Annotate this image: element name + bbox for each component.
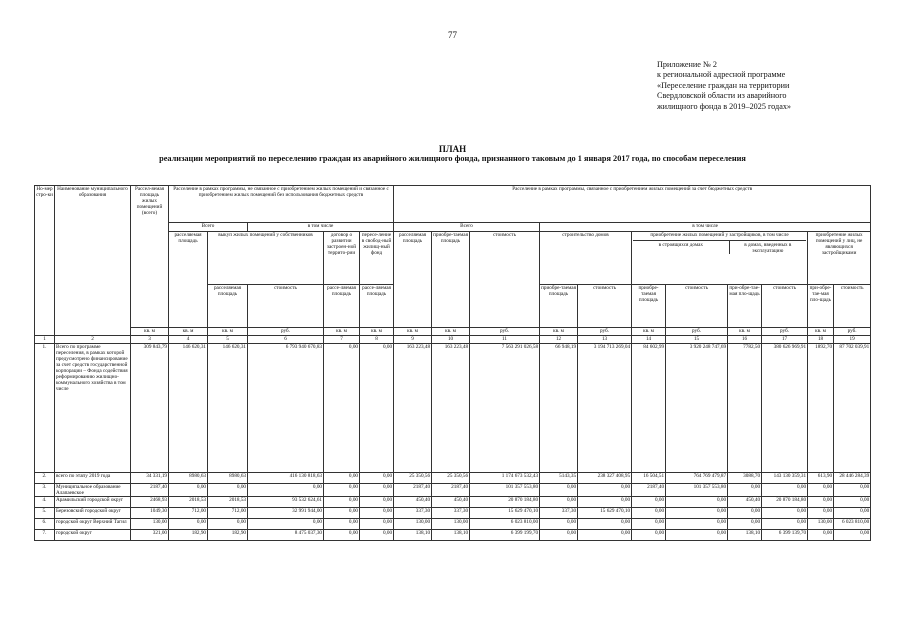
value-cell: 138,10 — [432, 530, 470, 541]
unit-cell: кв. м — [131, 328, 169, 336]
value-cell: 0,00 — [632, 508, 666, 519]
municipality-cell: городской округ Верхний Тагил — [55, 519, 131, 530]
appendix-line: Приложение № 2 — [657, 60, 717, 69]
header-b-under-construction: в строящихся домах — [633, 241, 730, 254]
value-cell: 0,00 — [808, 508, 834, 519]
value-cell: 0,00 — [834, 484, 871, 497]
column-number: 11 — [470, 336, 540, 344]
row-number-cell: 7. — [35, 530, 55, 541]
header-b-acquisition-non-developers: приобретение жилых помещений у лиц, не являющихся застройщиками — [808, 232, 871, 285]
value-cell: 450,40 — [432, 497, 470, 508]
value-cell: 6 399 199,70 — [470, 530, 540, 541]
value-cell: 6 023 810,00 — [834, 519, 871, 530]
value-cell: 0,00 — [578, 484, 632, 497]
unit-cell: руб. — [666, 328, 728, 336]
value-cell: 712,00 — [169, 508, 208, 519]
value-cell: 380 626 969,91 — [762, 344, 808, 473]
table-row — [35, 508, 871, 519]
appendix-line: Свердловской области из аварийного — [657, 91, 787, 101]
value-cell: 0,00 — [808, 497, 834, 508]
plan-table — [34, 185, 871, 541]
value-cell: 2018,53 — [169, 497, 208, 508]
column-number: 15 — [666, 336, 728, 344]
header-a-buyout: выкуп жилых помещений у собственников — [208, 232, 324, 285]
value-cell: 450,40 — [728, 497, 762, 508]
value-cell: 0,00 — [540, 484, 578, 497]
header-group-budget: Расселение в рамках программы, связанное с приобретением жилых помещений за счет бюджетных средств — [394, 186, 871, 223]
table-row — [35, 497, 871, 508]
municipality-cell: Муниципальное образование Алапаевское — [55, 484, 131, 497]
header-b-commissioned: в домах, введенных в эксплуатацию — [744, 242, 792, 254]
value-cell: 0,00 — [540, 497, 578, 508]
appendix-line: к региональной адресной программе — [657, 70, 786, 80]
unit-cell: руб. — [762, 328, 808, 336]
value-cell: 130,00 — [432, 519, 470, 530]
value-cell: 450,40 — [394, 497, 432, 508]
unit-cell: кв. м — [432, 328, 470, 336]
value-cell: 8980,63 — [208, 473, 248, 484]
table-row — [35, 519, 871, 530]
value-cell: 613,90 — [808, 473, 834, 484]
column-number: 13 — [578, 336, 632, 344]
value-cell: 0,00 — [728, 508, 762, 519]
value-cell: 101 357 553,80 — [470, 484, 540, 497]
value-cell: 130,00 — [808, 519, 834, 530]
value-cell: 0,00 — [834, 530, 871, 541]
value-cell: 1 174 673 532,43 — [470, 473, 540, 484]
unit-cell: руб. — [248, 328, 324, 336]
value-cell: 130,00 — [394, 519, 432, 530]
header-b-comm-cost: стоимость — [762, 285, 808, 328]
value-cell: 0,00 — [728, 484, 762, 497]
unit-cell: кв. м — [728, 328, 762, 336]
municipality-cell: Березовский городской округ — [55, 508, 131, 519]
value-cell: 146 620,31 — [169, 344, 208, 473]
appendix-line: «Переселение граждан на территории — [657, 80, 790, 90]
value-cell: 309 843,79 — [131, 344, 169, 473]
value-cell: 1049,30 — [131, 508, 169, 519]
column-number: 2 — [55, 336, 131, 344]
header-b-area-acquired: приобре-таемая площадь — [432, 232, 470, 328]
header-b-comm-area: при-обре-тае-мая пло-щадь — [728, 285, 762, 328]
value-cell: 34 331,19 — [131, 473, 169, 484]
municipality-cell: Арамильский городской округ — [55, 497, 131, 508]
value-cell: 25 350,56 — [394, 473, 432, 484]
header-a-resettle-free-stock: пересе-ление в свобод-ный жилищ-ный фонд — [360, 232, 394, 285]
table-row — [35, 473, 871, 484]
value-cell: 32 991 944,00 — [248, 508, 324, 519]
value-cell: 163 223,48 — [394, 344, 432, 473]
unit-cell: кв. м — [169, 328, 208, 336]
value-cell: 0,00 — [834, 508, 871, 519]
value-cell: 15 629 470,10 — [470, 508, 540, 519]
unit-cell: кв. м — [208, 328, 248, 336]
header-a-including: в том числе — [248, 223, 394, 232]
column-number: 14 — [632, 336, 666, 344]
value-cell: 2468,93 — [131, 497, 169, 508]
value-cell: 0,00 — [728, 519, 762, 530]
unit-cell: кв. м — [632, 328, 666, 336]
row-number-cell: 2. — [35, 473, 55, 484]
value-cell: 337,30 — [394, 508, 432, 519]
value-cell: 2187,40 — [394, 484, 432, 497]
table-row — [35, 344, 871, 473]
value-cell: 93 532 624,61 — [248, 497, 324, 508]
column-number: 1 — [35, 336, 55, 344]
value-cell: 28 446 284,39 — [834, 473, 871, 484]
column-number: 19 — [834, 336, 871, 344]
appendix-block — [657, 60, 887, 112]
value-cell: 163 223,48 — [432, 344, 470, 473]
row-number-cell: 5. — [35, 508, 55, 519]
value-cell: 321,00 — [131, 530, 169, 541]
header-b-total: Всего — [394, 223, 540, 232]
unit-cell: кв. м — [540, 328, 578, 336]
value-cell: 0,00 — [578, 497, 632, 508]
value-cell: 84 602,99 — [632, 344, 666, 473]
value-cell: 143 130 359,31 — [762, 473, 808, 484]
unit-cell: кв. м — [324, 328, 360, 336]
header-area-total: Рассел-яемая площадь жилых помещений (всего) — [131, 186, 169, 328]
value-cell: 337,30 — [540, 508, 578, 519]
column-number: 9 — [394, 336, 432, 344]
appendix-line: жилищного фонда в 2019–2025 годах» — [657, 101, 792, 111]
column-number: 7 — [324, 336, 360, 344]
page-number: 77 — [448, 30, 457, 40]
value-cell: 0,00 — [208, 484, 248, 497]
unit-cell: руб. — [578, 328, 632, 336]
value-cell: 0,00 — [360, 473, 394, 484]
value-cell: 2018,53 — [208, 497, 248, 508]
value-cell: 130,00 — [131, 519, 169, 530]
value-cell: 2187,40 — [432, 484, 470, 497]
value-cell: 0,00 — [808, 484, 834, 497]
value-cell: 0,00 — [834, 497, 871, 508]
header-b-non-cost: стоимость — [834, 285, 871, 328]
value-cell: 0,00 — [762, 519, 808, 530]
header-a-area-resettled: расселяемая площадь — [169, 232, 208, 328]
value-cell: 3 920 248 747,69 — [666, 344, 728, 473]
value-cell: 0,00 — [360, 484, 394, 497]
value-cell: 0,00 — [762, 508, 808, 519]
header-a-buyout-cost: стоимость — [248, 285, 324, 328]
value-cell: 712,00 — [208, 508, 248, 519]
value-cell: 7782,50 — [728, 344, 762, 473]
value-cell: 101 357 553,80 — [666, 484, 728, 497]
value-cell: 6 023 810,00 — [470, 519, 540, 530]
value-cell: 238 327 408,95 — [578, 473, 632, 484]
value-cell: 8980,63 — [169, 473, 208, 484]
value-cell: 25 350,56 — [432, 473, 470, 484]
header-b-build-cost: стоимость — [578, 285, 632, 328]
value-cell: 416 130 818,63 — [248, 473, 324, 484]
value-cell: 0,00 — [666, 508, 728, 519]
value-cell: 7 563 291 026,58 — [470, 344, 540, 473]
row-number-cell: 1. — [35, 344, 55, 473]
header-b-acquisition-developers — [632, 232, 808, 285]
header-a-contract-area: рассе-ляемая площадь — [324, 285, 360, 328]
value-cell: 146 620,31 — [208, 344, 248, 473]
column-number: 3 — [131, 336, 169, 344]
value-cell: 16 504,51 — [632, 473, 666, 484]
column-number: 17 — [762, 336, 808, 344]
column-number: 16 — [728, 336, 762, 344]
column-number: 6 — [248, 336, 324, 344]
value-cell: 15 629 470,10 — [578, 508, 632, 519]
value-cell: 6 793 940 670,83 — [248, 344, 324, 473]
value-cell: 0,00 — [324, 473, 360, 484]
column-number: 12 — [540, 336, 578, 344]
column-number: 8 — [360, 336, 394, 344]
value-cell: 138,10 — [728, 530, 762, 541]
value-cell: 0,00 — [324, 484, 360, 497]
header-a-total: Всего — [169, 223, 248, 232]
value-cell: 0,00 — [169, 519, 208, 530]
value-cell: 3 194 713 269,04 — [578, 344, 632, 473]
value-cell: 0,00 — [540, 519, 578, 530]
value-cell: 1892,70 — [808, 344, 834, 473]
value-cell: 0,00 — [540, 530, 578, 541]
header-a-buyout-area: расселяемая площадь — [208, 285, 248, 328]
unit-cell: кв. м — [394, 328, 432, 336]
value-cell: 0,00 — [360, 497, 394, 508]
header-b-uc-area: приобре-таемая площадь — [632, 285, 666, 328]
header-b-area-resettled: расселяемая площадь — [394, 232, 432, 328]
value-cell: 8 475 037,30 — [248, 530, 324, 541]
plan-table-wrapper — [34, 185, 870, 541]
municipality-cell: всего по этапу 2019 года — [55, 473, 131, 484]
value-cell: 0,00 — [248, 484, 324, 497]
plan-table-body — [35, 344, 871, 541]
value-cell: 20 870 184,80 — [762, 497, 808, 508]
header-b-including: в том числе — [540, 223, 871, 232]
column-number: 10 — [432, 336, 470, 344]
value-cell: 0,00 — [360, 508, 394, 519]
header-municipality: Наименование муниципального образования — [55, 186, 131, 336]
unit-cell: кв. м — [360, 328, 394, 336]
value-cell: 0,00 — [360, 344, 394, 473]
column-number: 18 — [808, 336, 834, 344]
unit-cell: кв. м — [808, 328, 834, 336]
value-cell: 0,00 — [360, 519, 394, 530]
document-subtitle: реализации мероприятий по переселению граждан из аварийного жилищного фонда, признанного таковым до 1 января 2017 года, по способам переселения — [159, 154, 746, 163]
document-title: ПЛАН — [438, 144, 467, 154]
column-number-row — [35, 336, 871, 344]
header-b-cost: стоимость — [470, 232, 540, 328]
value-cell: 0,00 — [360, 530, 394, 541]
header-b-build-area: приобре-таемая площадь — [540, 285, 578, 328]
value-cell: 0,00 — [169, 484, 208, 497]
value-cell: 0,00 — [578, 530, 632, 541]
unit-cell: руб. — [834, 328, 871, 336]
header-b-uc-cost: стоимость — [666, 285, 728, 328]
municipality-cell: Всего по программе переселения, в рамках которой предусмотрено финансирование за счет средств государственной корпорации – Фонда содействия реформированию жилищно-коммунального хозяйства в том числе — [55, 344, 131, 473]
table-row — [35, 530, 871, 541]
value-cell: 3088,70 — [728, 473, 762, 484]
value-cell: 0,00 — [632, 497, 666, 508]
value-cell: 5143,35 — [540, 473, 578, 484]
header-b-acquisition-developers-label: приобретение жилых помещений у застройщиков, в том числе — [633, 232, 806, 241]
column-number: 5 — [208, 336, 248, 344]
value-cell: 87 702 039,91 — [834, 344, 871, 473]
header-group-non-budget: Расселение в рамках программы, не связанное с приобретением жилых помещений и связанное с приобретением жилых помещений без использования бюджетных средств — [169, 186, 394, 223]
row-number-cell: 3. — [35, 484, 55, 497]
header-b-non-area: при-обре-тае-мая пло-щадь — [808, 285, 834, 328]
column-number: 4 — [169, 336, 208, 344]
row-number-cell: 6. — [35, 519, 55, 530]
value-cell: 0,00 — [666, 519, 728, 530]
header-b-building: строительство домов — [540, 232, 632, 285]
value-cell: 0,00 — [666, 530, 728, 541]
unit-cell: руб. — [470, 328, 540, 336]
value-cell: 0,00 — [248, 519, 324, 530]
value-cell: 0,00 — [632, 519, 666, 530]
value-cell: 6 399 139,70 — [762, 530, 808, 541]
value-cell: 0,00 — [632, 530, 666, 541]
value-cell: 0,00 — [324, 344, 360, 473]
value-cell: 0,00 — [578, 519, 632, 530]
value-cell: 0,00 — [324, 497, 360, 508]
row-number-cell: 4. — [35, 497, 55, 508]
value-cell: 0,00 — [666, 497, 728, 508]
value-cell: 337,30 — [432, 508, 470, 519]
value-cell: 138,10 — [394, 530, 432, 541]
value-cell: 2187,40 — [131, 484, 169, 497]
value-cell: 0,00 — [324, 530, 360, 541]
value-cell: 182,90 — [169, 530, 208, 541]
value-cell: 0,00 — [808, 530, 834, 541]
value-cell: 182,90 — [208, 530, 248, 541]
value-cell: 2187,40 — [632, 484, 666, 497]
header-row-number: Но-мер стро-ки — [35, 186, 55, 336]
value-cell: 66 948,19 — [540, 344, 578, 473]
municipality-cell: городской округ — [55, 530, 131, 541]
header-a-contract: договор о развитии застроен-ной террито-рии — [324, 232, 360, 285]
value-cell: 0,00 — [208, 519, 248, 530]
value-cell: 0,00 — [762, 484, 808, 497]
value-cell: 20 870 184,80 — [470, 497, 540, 508]
value-cell: 764 769 479,87 — [666, 473, 728, 484]
value-cell: 0,00 — [324, 519, 360, 530]
header-a-resettle-area: рассе-ляемая площадь — [360, 285, 394, 328]
table-row — [35, 484, 871, 497]
value-cell: 0,00 — [324, 508, 360, 519]
units-row — [35, 328, 871, 336]
